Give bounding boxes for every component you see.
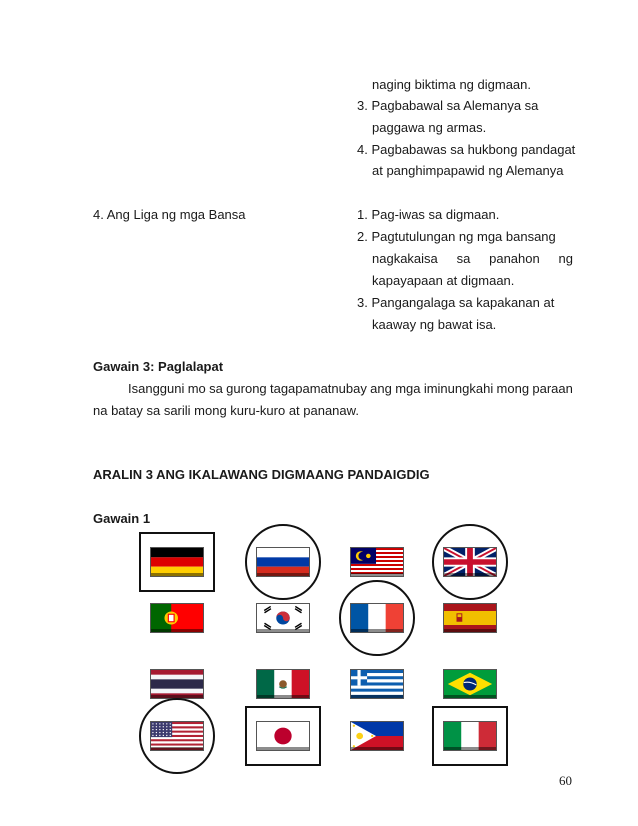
flag-spain <box>443 603 497 633</box>
flag-portugal <box>150 603 204 633</box>
section-heading: Gawain 1 <box>93 511 151 526</box>
word: mo <box>187 381 206 396</box>
word: iminungkahi <box>423 381 494 396</box>
list-item: 1. Pag-iwas sa digmaan. <box>357 207 500 222</box>
list-item: 3. Pangangalaga sa kapakanan at <box>357 295 555 310</box>
word: nagkakaisa <box>372 251 438 266</box>
word: Isangguni <box>128 381 185 396</box>
word: ng <box>558 251 573 266</box>
word: gurong <box>226 381 267 396</box>
flag-greece <box>350 669 404 699</box>
flag-united-states <box>150 721 204 751</box>
flag-malaysia <box>350 547 404 577</box>
flag-germany <box>150 547 204 577</box>
word: sa <box>209 381 223 396</box>
word: tagapamatnubay <box>269 381 367 396</box>
list-item: 2. Pagtutulungan ng mga bansang <box>357 229 556 244</box>
word: ang <box>370 381 392 396</box>
flag-south-korea <box>256 603 310 633</box>
flag-japan <box>256 721 310 751</box>
flag-russia <box>256 547 310 577</box>
flag-united-kingdom <box>443 547 497 577</box>
word: paraan <box>532 381 573 396</box>
page-number: 60 <box>559 773 572 788</box>
flag-thailand <box>150 669 204 699</box>
flag-italy <box>443 721 497 751</box>
justified-line <box>128 381 573 397</box>
list-continuation: at panghimpapawid ng Alemanya <box>372 163 564 178</box>
flag-mexico <box>256 669 310 699</box>
lesson-heading: ARALIN 3 ANG IKALAWANG DIGMAANG PANDAIGDIG <box>93 467 430 482</box>
flag-france <box>350 603 404 633</box>
row-label: 4. Ang Liga ng mga Bansa <box>93 207 246 222</box>
list-continuation: naging biktima ng digmaan. <box>372 77 531 92</box>
paragraph-line: na batay sa sarili mong kuru-kuro at pananaw. <box>93 403 359 418</box>
word: mong <box>496 381 530 396</box>
list-continuation: paggawa ng armas. <box>372 120 487 135</box>
section-heading: Gawain 3: Paglalapat <box>93 359 224 374</box>
list-item: 3. Pagbabawal sa Alemanya sa <box>357 98 539 113</box>
list-item: 4. Pagbabawas sa hukbong pandagat <box>357 142 576 157</box>
flag-brazil <box>443 669 497 699</box>
list-continuation: kapayapaan at digmaan. <box>372 273 515 288</box>
word: panahon <box>489 251 540 266</box>
word: mga <box>395 381 421 396</box>
list-continuation: kaaway ng bawat isa. <box>372 317 497 332</box>
flag-philippines <box>350 721 404 751</box>
justified-line <box>372 251 573 267</box>
word: sa <box>456 251 471 266</box>
